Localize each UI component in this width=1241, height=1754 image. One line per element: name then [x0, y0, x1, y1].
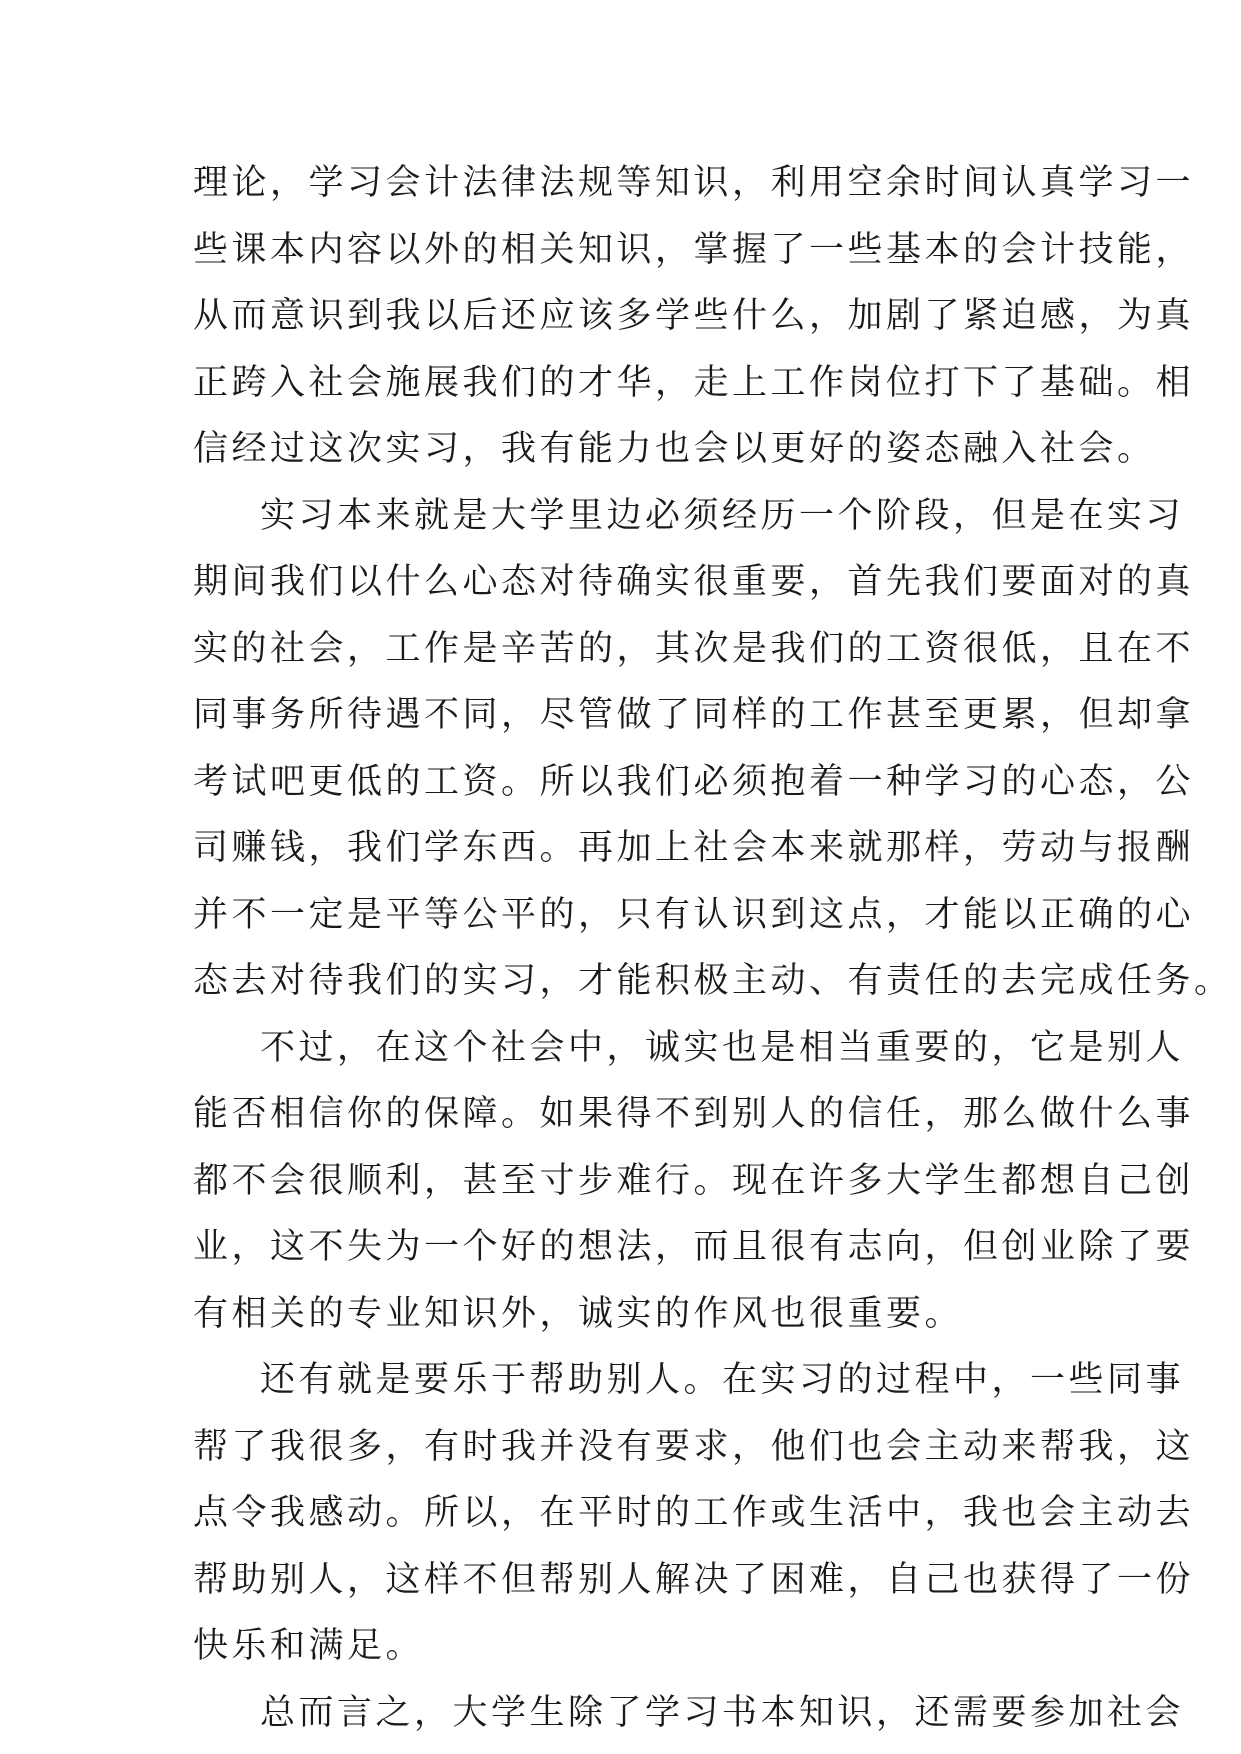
text-line: 司赚钱，我们学东西。再加上社会本来就那样，劳动与报酬: [193, 828, 1195, 868]
text-line: 点令我感动。所以，在平时的工作或生活中，我也会主动去: [193, 1493, 1195, 1533]
text-line: 同事务所待遇不同，尽管做了同样的工作甚至更累，但却拿: [193, 695, 1195, 735]
text-line: 能否相信你的保障。如果得不到别人的信任，那么做什么事: [193, 1094, 1195, 1134]
text-line: 快乐和满足。: [193, 1626, 425, 1666]
text-line: 都不会很顺利，甚至寸步难行。现在许多大学生都想自己创: [193, 1160, 1195, 1201]
paragraph: [193, 150, 1195, 483]
text-line: 从而意识到我以后还应该多学些什么，加剧了紧迫感，为真: [193, 296, 1195, 336]
text-line: 些课本内容以外的相关知识，掌握了一些基本的会计技能，: [193, 229, 1195, 270]
text-line: 正跨入社会施展我们的才华，走上工作岗位打下了基础。相: [193, 362, 1195, 403]
text-line: 并不一定是平等公平的，只有认识到这点，才能以正确的心: [193, 894, 1195, 935]
text-line: 实习本来就是大学里边必须经历一个阶段，但是在实习: [260, 495, 1185, 536]
document-body: [193, 150, 1233, 1746]
paragraph: [193, 483, 1233, 1015]
paragraph: [193, 1347, 1195, 1680]
text-line: 不过，在这个社会中，诚实也是相当重要的，它是别人: [260, 1027, 1185, 1068]
text-line: 实的社会，工作是辛苦的，其次是我们的工资很低，且在不: [193, 628, 1195, 669]
text-line: 期间我们以什么心态对待确实很重要，首先我们要面对的真: [193, 562, 1195, 602]
paragraph: [193, 1015, 1195, 1348]
text-line: 业，这不失为一个好的想法，而且很有志向，但创业除了要: [193, 1227, 1195, 1267]
text-line: 信经过这次实习，我有能力也会以更好的姿态融入社会。: [193, 429, 1156, 469]
text-line: 总而言之，大学生除了学习书本知识，还需要参加社会: [260, 1692, 1185, 1733]
text-line: 帮了我很多，有时我并没有要求，他们也会主动来帮我，这: [193, 1426, 1195, 1467]
paragraph: [193, 1680, 1185, 1747]
text-line: 态去对待我们的实习，才能积极主动、有责任的去完成任务。: [193, 961, 1233, 1001]
text-line: 还有就是要乐于帮助别人。在实习的过程中，一些同事: [260, 1360, 1185, 1400]
text-line: 帮助别人，这样不但帮别人解决了困难，自己也获得了一份: [193, 1559, 1195, 1600]
text-line: 有相关的专业知识外，诚实的作风也很重要。: [193, 1293, 964, 1334]
text-line: 理论，学习会计法律法规等知识，利用空余时间认真学习一: [193, 163, 1195, 203]
text-line: 考试吧更低的工资。所以我们必须抱着一种学习的心态，公: [193, 761, 1195, 802]
